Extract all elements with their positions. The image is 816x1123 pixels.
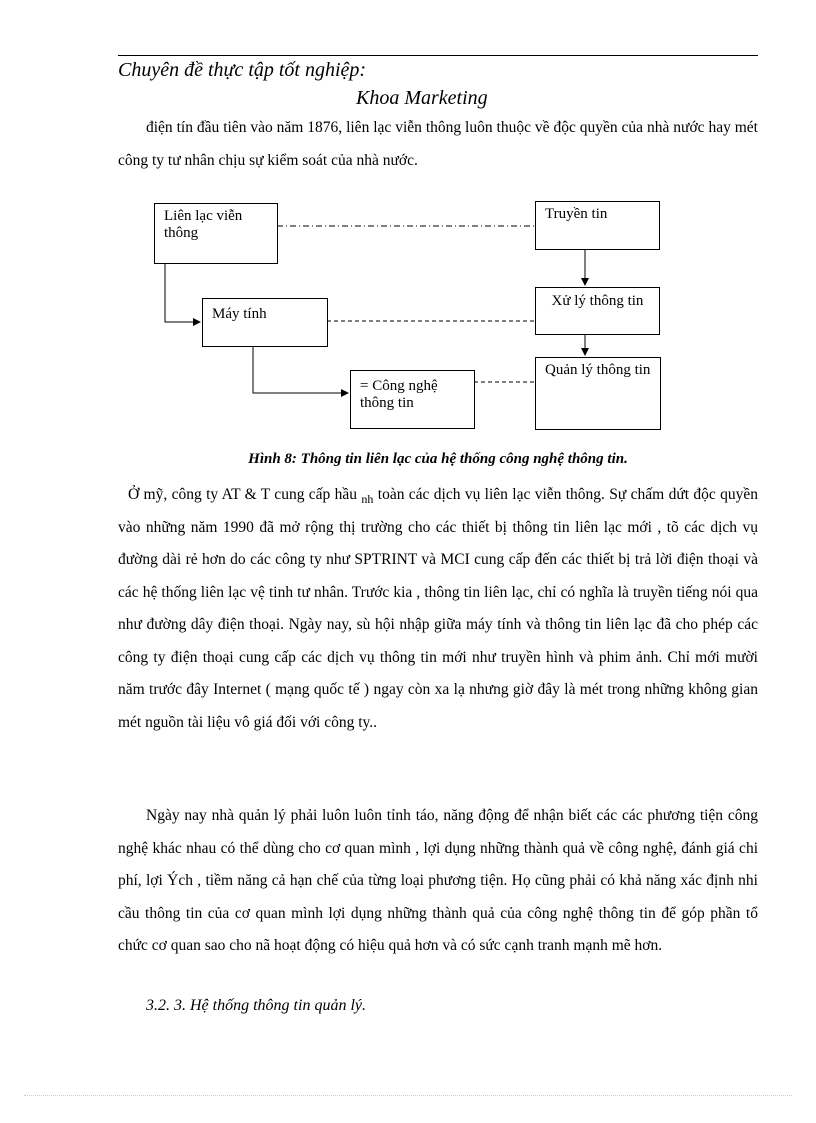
para2-after: toàn các dịch vụ liên lạc viễn thông. Sự chấm dứt độc quyền vào những năm 1990 đã mở rộng thị trường cho các thiết bị thông tin liên lạc mới , tõ các dịch vụ đường dài rẻ hơn do các công ty như SPTRINT và MCI cung cấp đến các thiết bị trả lời điện thoại và các hệ thống liên lạc vệ tinh tư nhân. Trước kia , thông tin liên lạc, chỉ có nghĩa là truyền tiếng nói qua như đường dây điện thoại. Ngày nay, sù hội nhập giữa máy tính và thông tin liên lạc đã cho phép các công ty điện thoại cung cấp các dịch vụ thông tin mới như truyền hình và phim ảnh. Chỉ mới mười năm trước đây Internet ( mạng quốc tế ) ngay còn xa lạ nhưng giờ đây là mét trong những không gian mét nguồn tài liệu vô giá đối với công ty..: [118, 486, 758, 731]
box-truyen-tin: Truyền tin: [535, 201, 660, 250]
page-bottom-border: [24, 1095, 792, 1096]
box-lien-lac-vien-thong: Liên lạc viễn thông: [154, 203, 278, 264]
arrow-lienlac-maytinh: [165, 264, 200, 322]
box-quan-ly-thong-tin: Quản lý thông tin: [535, 357, 661, 430]
box-may-tinh: Máy tính: [202, 298, 328, 347]
para3-text: Ngày nay nhà quản lý phải luôn luôn tỉnh táo, năng động để nhận biết các các phương tiện công nghệ khác nhau có thể dùng cho cơ quan mình , lợi dụng những thành quả về công nghệ, đánh giá chi phí, lợi Ých , tiềm năng cả hạn chế của từng loại phương tiện. Họ cũng phải có khả năng xác định nhi cầu thông tin của cơ quan mình lợi dụng những thành quả của công nghệ thông tin để góp phần tổ chức cơ quan sao cho nã hoạt động có hiệu quả hơn và có sức cạnh tranh mạnh mẽ hơn.: [118, 807, 758, 954]
para2-sub: nh: [361, 492, 374, 506]
section-heading: 3.2. 3. Hệ thống thông tin quản lý.: [146, 997, 366, 1014]
paragraph-usa: [118, 479, 758, 739]
header-department: Khoa Marketing: [356, 87, 488, 109]
intro-text: điện tín đầu tiên vào năm 1876, liên lạc viễn thông luôn thuộc về độc quyền của nhà nước hay mét công ty tư nhân chịu sự kiểm soát của nhà nước.: [118, 119, 758, 169]
box-cong-nghe-thong-tin: = Công nghệ thông tin: [350, 370, 475, 429]
figure-caption: Hình 8: Thông tin liên lạc của hệ thống công nghệ thông tin.: [248, 451, 628, 467]
para2-before: Ở mỹ, công ty AT & T cung cấp hầu: [128, 486, 362, 503]
arrow-maytinh-congnghe: [253, 347, 348, 393]
paragraph-managers: [118, 800, 758, 963]
box-xu-ly-thong-tin: Xử lý thông tin: [535, 287, 660, 335]
header-title: Chuyên đề thực tập tốt nghiệp:: [118, 59, 367, 81]
